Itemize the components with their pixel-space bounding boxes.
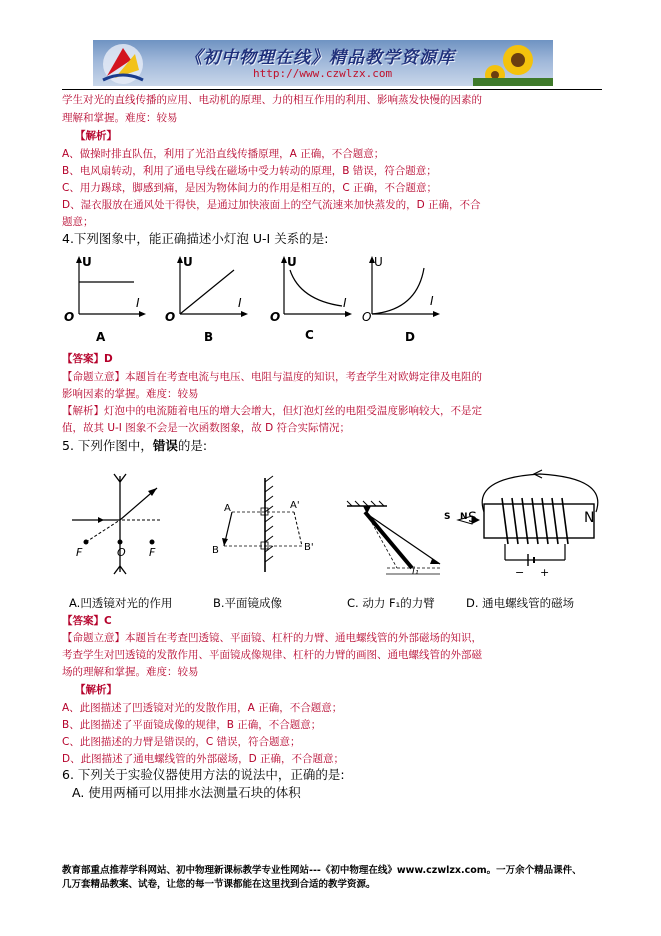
compass-n-label: N bbox=[460, 512, 468, 522]
solenoid-n-label: N bbox=[584, 510, 595, 526]
q5-stem-bold: 错误 bbox=[152, 438, 178, 453]
analysis-line: D、湿衣服放在通风处干得快，是通过加快液面上的空气流速来加快蒸发的，D 正确，不合 bbox=[62, 199, 481, 211]
analysis-label: 【解析】 bbox=[75, 130, 117, 142]
object-b-label: B bbox=[212, 545, 219, 556]
origin-label: O bbox=[362, 310, 372, 324]
q5-intent-line: 【命题立意】本题旨在考查凹透镜、平面镜、杠杆的力臂、通电螺线管的外部磁场的知识， bbox=[62, 632, 482, 644]
banner-url[interactable]: http://www.czwlzx.com bbox=[253, 67, 393, 80]
object-a-label: A bbox=[224, 503, 231, 514]
q6-stem: 6. 下列关于实验仪器使用方法的说法中，正确的是: bbox=[62, 767, 345, 782]
terminal-minus-label: − bbox=[515, 566, 525, 579]
q5-answer: 【答案】C bbox=[62, 615, 112, 627]
axis-u-label: U bbox=[287, 255, 297, 269]
solenoid-diagram bbox=[458, 470, 598, 566]
image-b-label: B' bbox=[304, 542, 314, 553]
q5-analysis-line: C、此图描述的力臂是错误的，C 错误，符合题意； bbox=[62, 736, 301, 748]
q4-intent-line: 【命题立意】本题旨在考查电流与电压、电阻与温度的知识，考查学生对欧姆定律及电阻的 bbox=[62, 371, 482, 383]
axis-i-label: I bbox=[238, 296, 242, 310]
axis-u-label: U bbox=[183, 255, 193, 269]
caption-b: B.平面镜成像 bbox=[213, 596, 283, 610]
lever-arm-label: l₁ bbox=[412, 566, 419, 577]
q5-analysis-line: D、此图描述了通电螺线管的外部磁场，D 正确，不合题意； bbox=[62, 753, 345, 765]
q4-answer: 【答案】D bbox=[62, 353, 113, 365]
plane-mirror-diagram bbox=[222, 476, 302, 572]
banner-title: 《初中物理在线》精品教学资源库 bbox=[185, 48, 455, 68]
axis-i-label: I bbox=[343, 296, 347, 310]
image-a-label: A' bbox=[290, 500, 300, 511]
q4-stem: 4.下列图象中，能正确描述小灯泡 U-I 关系的是: bbox=[62, 231, 329, 246]
focus-label: F bbox=[76, 546, 83, 559]
origin-label: O bbox=[64, 310, 75, 324]
q5-intent-line: 场的理解和掌握。难度：较易 bbox=[62, 666, 199, 678]
q5-stem-prefix: 5. 下列作图中， bbox=[62, 438, 153, 453]
q5-stem-suffix: 的是: bbox=[177, 438, 208, 453]
axis-u-label: U bbox=[374, 255, 383, 269]
terminal-plus-label: + bbox=[540, 566, 550, 579]
q4-analysis-line: 值，故其 U-I 图象不会是一次函数图象，故 D 符合实际情况； bbox=[62, 422, 351, 434]
footer-line: 几万套精品教案、试卷，让您的每一节课都能在这里找到合适的教学资源。 bbox=[62, 879, 376, 890]
option-a-label: A bbox=[96, 330, 106, 344]
origin-label: O bbox=[165, 310, 176, 324]
prev-text-line: 学生对光的直线传播的应用、电动机的原理、力的相互作用的利用、影响蒸发快慢的因素的 bbox=[62, 94, 482, 106]
q4-intent-line: 影响因素的掌握。难度：较易 bbox=[62, 388, 199, 400]
header-rule bbox=[62, 89, 602, 90]
lever-diagram bbox=[347, 501, 440, 574]
prev-text-line: 理解和掌握。难度：较易 bbox=[62, 112, 178, 124]
solenoid-s-label: S bbox=[468, 510, 477, 526]
q5-analysis-line: B、此图描述了平面镜成像的规律，B 正确，不合题意； bbox=[62, 719, 322, 731]
analysis-line: C、用力踢球，脚感到痛，是因为物体间力的作用是相互的，C 正确，不合题意； bbox=[62, 182, 437, 194]
q5-stem bbox=[62, 438, 207, 454]
q5-intent-line: 考查学生对凹透镜的发散作用、平面镜成像规律、杠杆的力臂的画图、通电螺线管的外部磁 bbox=[62, 649, 482, 661]
option-c-label: C bbox=[305, 328, 314, 342]
q4-graphs bbox=[62, 252, 452, 347]
q4-analysis-line: 【解析】灯泡中的电流随着电压的增大会增大，但灯泡灯丝的电阻受温度影响较大，不是定 bbox=[62, 405, 482, 417]
analysis-line: B、电风扇转动，利用了通电导线在磁场中受力转动的原理，B 错误，符合题意； bbox=[62, 165, 437, 177]
option-d-label: D bbox=[405, 330, 415, 344]
axis-i-label: I bbox=[430, 294, 434, 308]
axis-i-label: I bbox=[136, 296, 140, 310]
footer-line: 教育部重点推荐学科网站、初中物理新课标教学专业性网站---《初中物理在线》www.czwlzx.com。一万余个精品课件、 bbox=[62, 865, 582, 876]
focus-label: F bbox=[149, 546, 156, 559]
caption-d: D. 通电螺线管的磁场 bbox=[466, 596, 575, 610]
analysis-line: 题意； bbox=[62, 216, 94, 228]
optical-center-label: O bbox=[117, 546, 126, 559]
sunflower-icon bbox=[473, 45, 553, 86]
q5-analysis-label: 【解析】 bbox=[75, 684, 117, 696]
header-banner bbox=[93, 40, 553, 86]
q5-analysis-line: A、此图描述了凹透镜对光的发散作用，A 正确，不合题意； bbox=[62, 702, 343, 714]
caption-c: C. 动力 F₁的力臂 bbox=[347, 596, 435, 610]
axis-u-label: U bbox=[82, 255, 92, 269]
compass-s-label: S bbox=[444, 512, 451, 522]
option-b-label: B bbox=[204, 330, 214, 344]
q6-option-a: A. 使用两桶可以用排水法测量石块的体积 bbox=[72, 785, 301, 800]
origin-label: O bbox=[270, 310, 281, 324]
concave-lens-diagram bbox=[72, 474, 162, 574]
analysis-line: A、做操时排直队伍，利用了光沿直线传播原理，A 正确，不合题意； bbox=[62, 148, 385, 160]
caption-a: A.凹透镜对光的作用 bbox=[69, 596, 173, 610]
